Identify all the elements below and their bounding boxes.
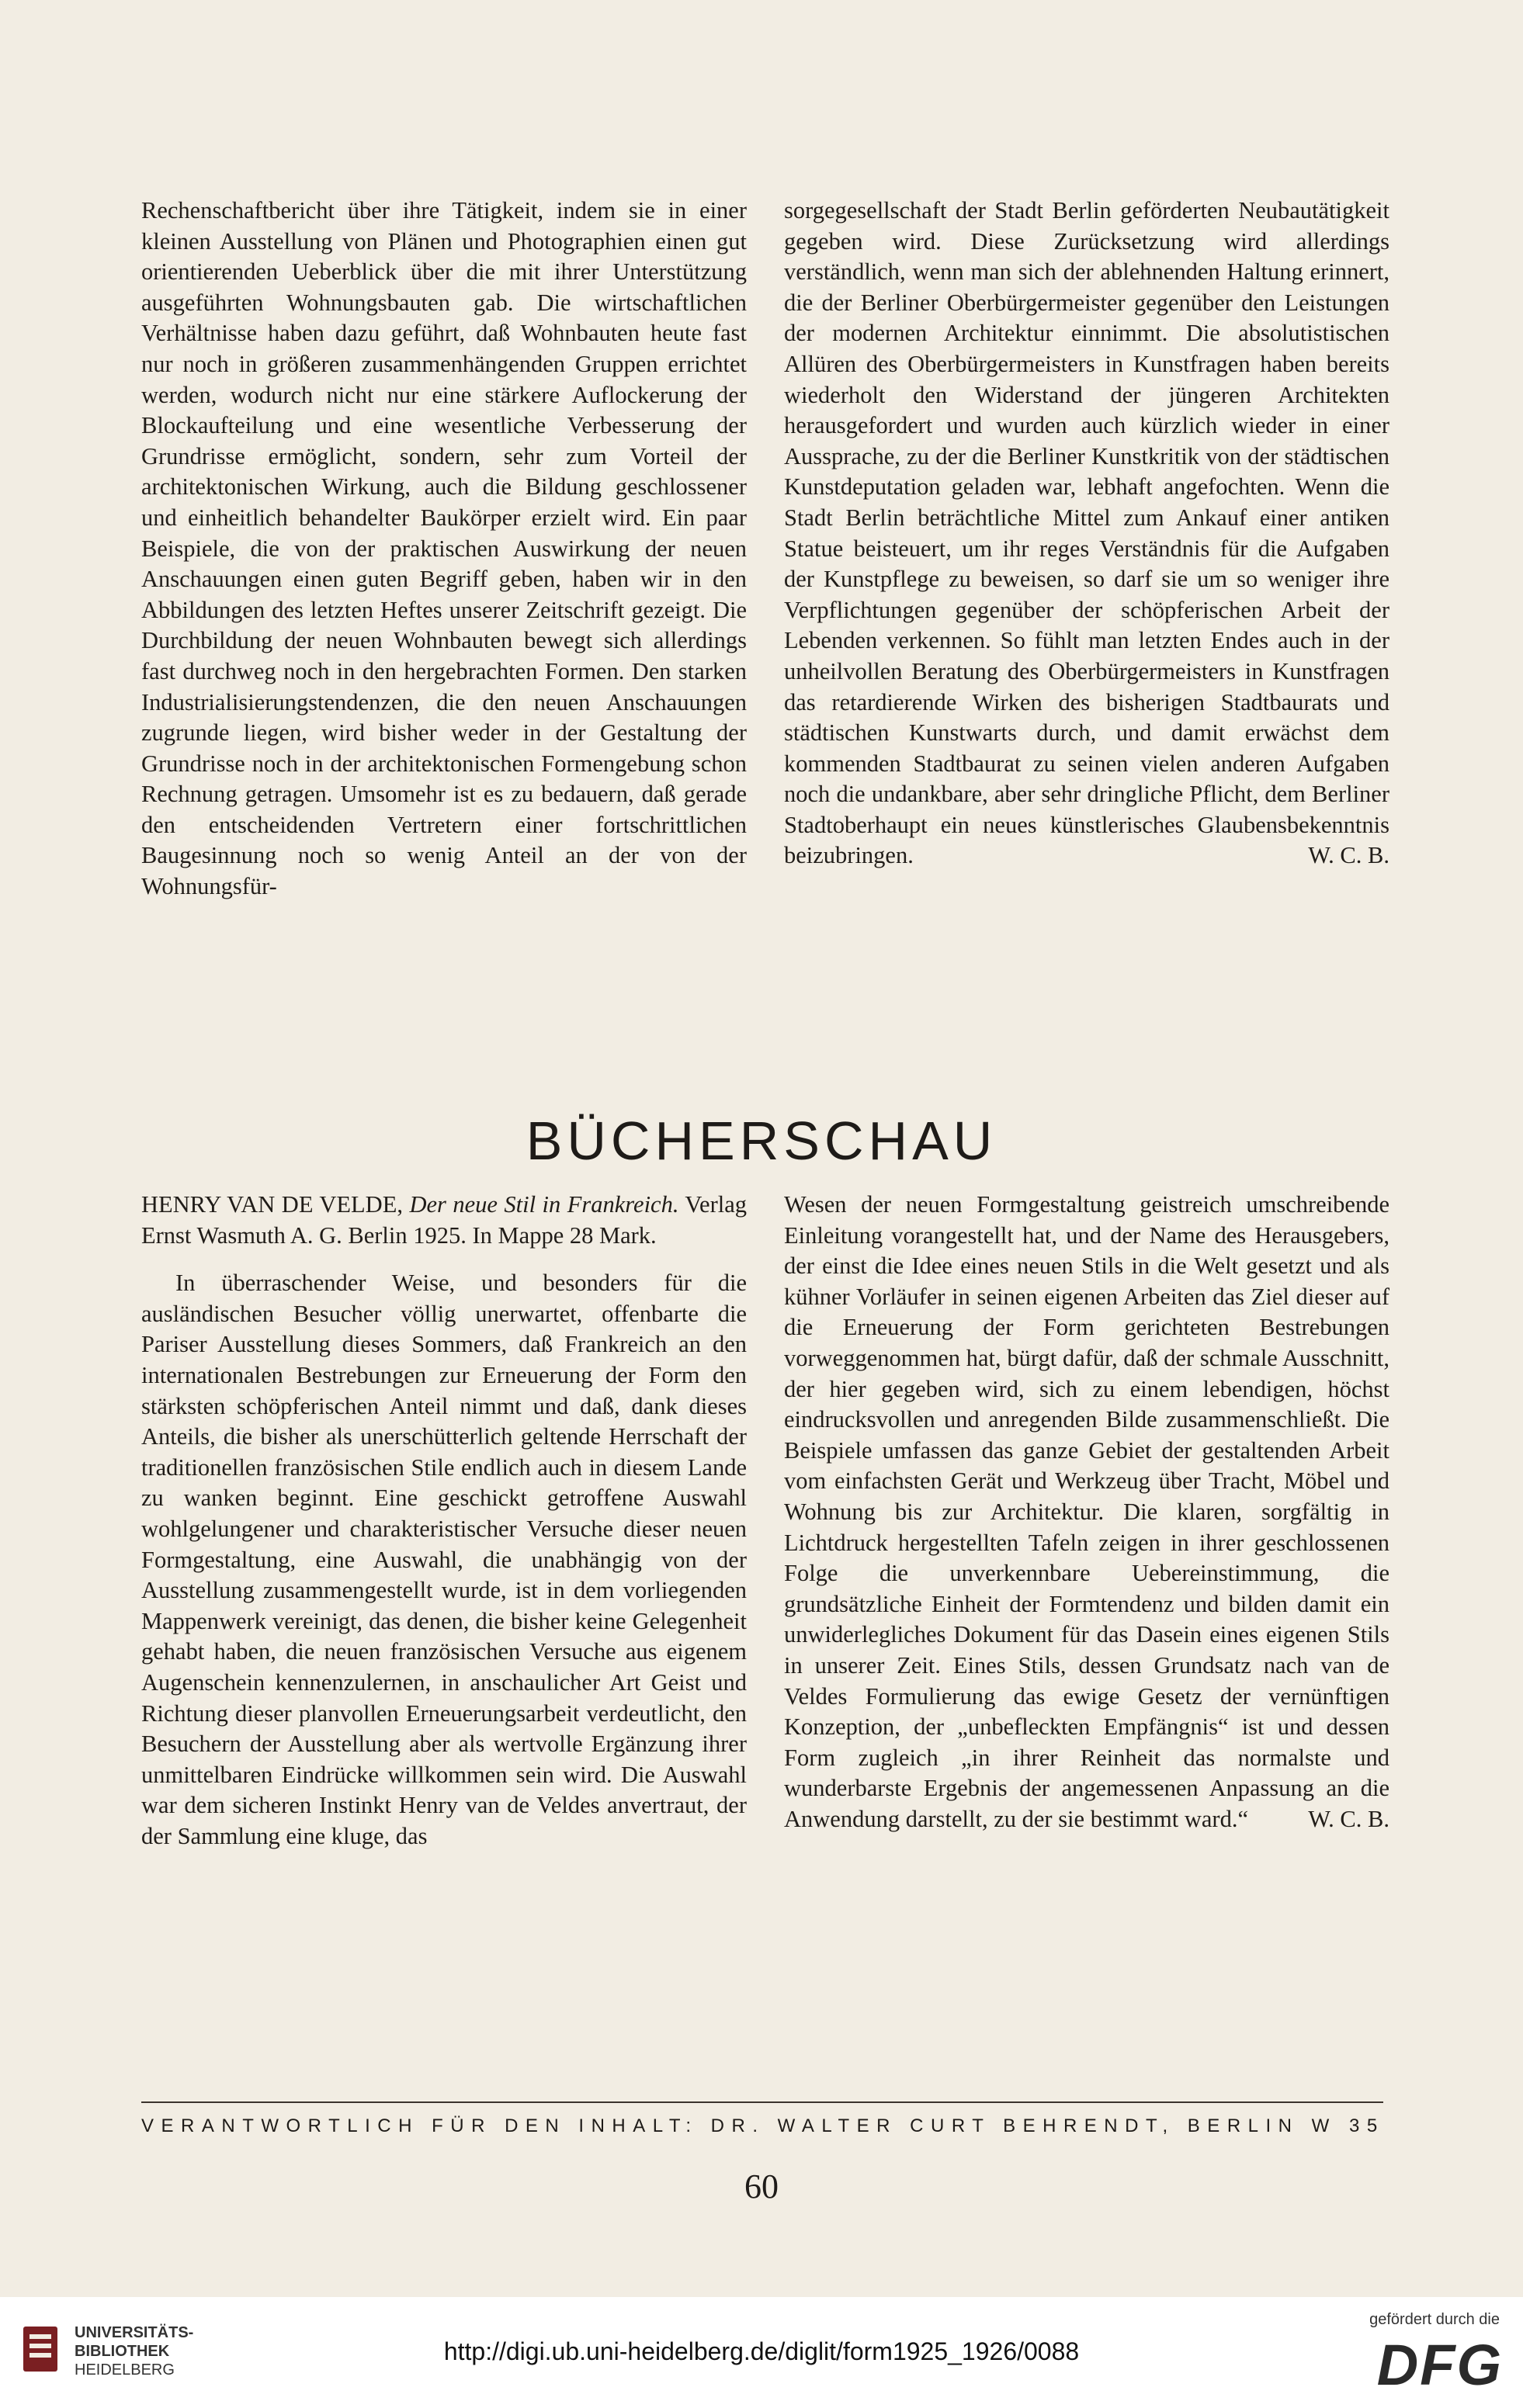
review-author: HENRY VAN DE VELDE, — [141, 1191, 403, 1218]
paragraph-text: sorgegesellschaft der Stadt Berlin geförderten Neubautätigkeit gegeben wird. Diese Zurücksetzung wird allerdings verständlich, wenn man sich der ablehnenden Haltung erinnert, die der Berliner Oberbürgermeister gegenüber den Leistungen der modernen Architektur einnimmt. Die absolutistischen Allüren des Oberbürgermeisters in Kunstfragen haben bereits wiederholt den Widerstand der jüngeren Architekten herausgefordert und wurden auch kürzlich wieder in einer Aussprache, zu der die Berliner Kunstkritik von der städtischen Kunstdeputation geladen war, lebhaft angefochten. Wenn die Stadt Berlin beträchtliche Mittel zum Ankauf einer antiken Statue beisteuert, um ihr reges Verständnis für die Aufgaben der Kunstpflege zu beweisen, so darf sie um so weniger ihre Verpflichtungen gegenüber der schöpferischen Arbeit der Lebenden verkennen. So fühlt man letzten Endes auch in der unheilvollen Beratung des Oberbürgermeisters in Kunstfragen das retardierende Wirken des bisherigen Stadtbaurats und städtischen Kunstwarts durch, und damit erwächst dem kommenden Stadtbaurat zu seinen vielen anderen Aufgaben noch die undankbare, aber sehr dringliche Pflicht, dem Berliner Stadtoberhaupt ein neues künstlerisches Glaubensbekenntnis beizubringen. — [784, 197, 1389, 869]
review-heading — [141, 1190, 747, 1251]
review-signature: W. C. B. — [1308, 1805, 1389, 1832]
review-left-column — [141, 1190, 747, 1852]
digitization-footer — [0, 2297, 1523, 2408]
paragraph-text: Wesen der neuen Formgestaltung geistreich umschreibende Einleitung vorangestellt hat, und der Name des Herausgebers, der einst die Idee eines neuen Stils in die Welt gesetzt und als kühner Vorläufer in seinen eigenen Arbeiten das Ziel dieser auf die Erneuerung der Form gerichteten Bestrebungen vorweggenommen hat, bürgt dafür, daß der schmale Ausschnitt, der hier gegeben wird, sich zu einem lebendigen, höchst eindrucksvollen und anregenden Bilde zusammenschließt. Die Beispiele umfassen das ganze Gebiet der gestaltenden Arbeit vom einfachsten Gerät und Werkzeug über Tracht, Möbel und Wohnung bis zur Architektur. Die klaren, sorgfältig in Lichtdruck hergestellten Tafeln zeigen in ihrer geschlossenen Folge die unverkennbare Uebereinstimmung, die grundsätzliche Einheit der Formtendenz und bilden damit ein unwiderlegliches Dokument für das Dasein eines eigenen Stils in unserer Zeit. Eines Stils, dessen Grundsatz nach van de Veldes Formulierung das ewige Gesetz der vernünftigen Konzeption, der „unbefleckten Empfängnis“ ist und dessen Form zugleich „in ihrer Reinheit das normalste und wunderbarste Ergebnis der angemessenen Anpassung an die Anwendung darstellt, zu der sie bestimmt ward.“ — [784, 1191, 1389, 1832]
review-paragraph — [784, 1190, 1389, 1835]
permalink-url[interactable]: http://digi.ub.uni-heidelberg.de/diglit/form1925_1926/0088 — [443, 2337, 1080, 2365]
library-name-line2: BIBLIOTHEK — [75, 2343, 170, 2360]
review-right-column — [784, 1190, 1389, 1835]
article-continuation-left-column — [141, 196, 747, 903]
imprint-divider — [141, 2101, 1383, 2103]
review-publisher: Verlag Ernst Wasmuth A. G. Berlin 1925. In Mappe 28 Mark. — [141, 1191, 748, 1249]
author-signature: W. C. B. — [1308, 842, 1389, 869]
review-paragraph: In überraschender Weise, und besonders für die ausländischen Besucher völlig unerwartet, offenbarte die Pariser Ausstellung dieses Sommers, daß Frankreich an den internationalen Bestrebungen zur Erneuerung der Form den stärksten schöpferischen Anteil nimmt und daß, dank dieses Anteils, die bisher als unerschütterlich geltende Herrschaft der traditionellen französischen Stile endlich auch in diesem Lande zu wanken beginnt. Eine geschickt getroffene Auswahl wohlgelungener und charakteristischer Versuche dieser neuen Formgestaltung, eine Auswahl, die unabhängig von der Ausstellung zusammengestellt wurde, ist in dem vorliegenden Mappenwerk vereinigt, das denen, die bisher keine Gelegenheit gehabt haben, die neuen französischen Versuche aus eigenem Augenschein kennenzulernen, in anschaulicher Art Geist und Richtung dieser planvollen Erneuerungsarbeit verdeutlicht, den Besuchern der Ausstellung aber als wertvolle Ergänzung ihrer unmittelbaren Eindrücke willkommen sein wird. Die Auswahl war dem sicheren Instinkt Henry van de Veldes anvertraut, der der Sammlung eine kluge, das — [141, 1270, 747, 1849]
paragraph: Rechenschaftbericht über ihre Tätigkeit, indem sie in einer kleinen Ausstellung von Plänen und Photographien einen gut orientierenden Ueberblick über die mit ihrer Unterstützung ausgeführten Wohnungsbauten gab. Die wirtschaftlichen Verhältnisse haben dazu geführt, daß Wohnbauten heute fast nur noch in größeren zusammenhängenden Gruppen errichtet werden, wodurch nicht nur eine stärkere Auflockerung der Blockaufteilung und eine wesentliche Verbesserung der Grundrisse ermöglicht, sondern, sehr zum Vorteil der architektonischen Wirkung, auch die Bildung geschlossener und einheitlich behandelter Baukörper erzielt wird. Ein paar Beispiele, die von der praktischen Auswirkung der neuen Anschauungen einen guten Begriff geben, haben wir in den Abbildungen des letzten Heftes unserer Zeitschrift gezeigt. Die Durchbildung der neuen Wohnbauten bewegt sich allerdings fast durchweg noch in den hergebrachten Formen. Den starken Industrialisierungstendenzen, die den neuen Anschauungen zugrunde liegen, wird bisher weder in der Gestaltung der Grundrisse noch in der architektonischen Formengebung schon Rechnung getragen. Umsomehr ist es zu bedauern, daß gerade den entscheidenden Vertretern einer fortschrittlichen Baugesinnung noch so wenig Anteil an der von der Wohnungsfür- — [141, 197, 747, 900]
section-title: BÜCHERSCHAU — [526, 1110, 997, 1171]
paragraph — [784, 196, 1389, 871]
review-book-title: Der neue Stil in Frankreich. — [409, 1191, 679, 1218]
library-name-line1: UNIVERSITÄTS- — [75, 2324, 194, 2341]
page-number: 60 — [744, 2167, 779, 2205]
library-name-line3: HEIDELBERG — [75, 2361, 175, 2379]
imprint-line: VERANTWORTLICH FÜR DEN INHALT: DR. WALTER CURT BEHRENDT, BERLIN W 35 — [141, 2115, 1385, 2136]
dfg-logo: DFG — [1376, 2333, 1503, 2397]
article-continuation-right-column — [784, 196, 1389, 871]
funding-note: gefördert durch die — [1369, 2311, 1500, 2328]
